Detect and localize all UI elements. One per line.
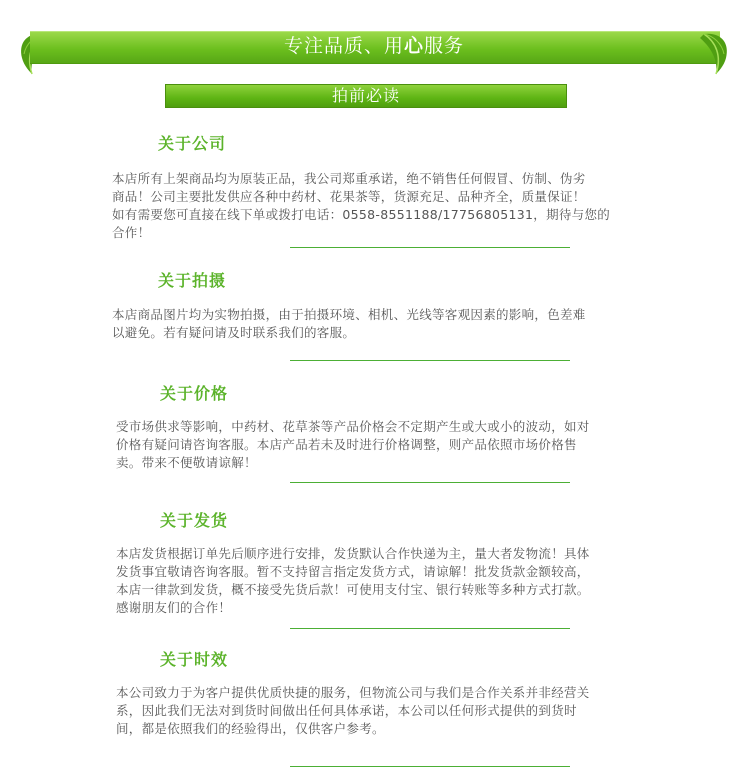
section-divider bbox=[290, 360, 570, 361]
text-line: 合作！ bbox=[112, 225, 151, 240]
section-divider bbox=[290, 628, 570, 629]
section-heading-timeliness: 关于时效 bbox=[160, 650, 229, 669]
section-divider bbox=[290, 247, 570, 248]
text-line: 本店一律款到发货，概不接受先货后款！可使用支付宝、银行转账等多种方式打款。 bbox=[116, 582, 590, 597]
section-body-photography bbox=[112, 306, 586, 342]
section-body-shipping bbox=[116, 545, 590, 617]
text-line: 间，都是依照我们的经验得出，仅供客户参考。 bbox=[116, 721, 385, 736]
section-heading-photography: 关于拍摄 bbox=[158, 271, 227, 290]
text-line: 受市场供求等影响，中药材、花草茶等产品价格会不定期产生或大或小的波动，如对 bbox=[116, 419, 590, 434]
text-line: 如有需要您可直接在线下单或拨打电话：0558-8551188/17756805131，期待与您的 bbox=[112, 207, 611, 222]
notice-title-bar bbox=[165, 84, 567, 108]
section-divider bbox=[290, 766, 570, 767]
notice-title: 拍前必读 bbox=[331, 86, 400, 105]
text-line: 发货事宜敬请咨询客服。暂不支持留言指定发货方式，请谅解！批发货款金额较高， bbox=[116, 564, 590, 579]
banner-title: 专注品质、用心服务 bbox=[283, 35, 465, 57]
text-line: 卖。带来不便敬请谅解！ bbox=[116, 455, 257, 470]
text-line: 系，因此我们无法对到货时间做出任何具体承诺，本公司以任何形式提供的到货时 bbox=[116, 703, 577, 718]
leaf-right-icon bbox=[694, 28, 734, 76]
text-line: 价格有疑问请咨询客服。本店产品若未及时进行价格调整，则产品依照市场价格售 bbox=[116, 437, 577, 452]
section-divider bbox=[290, 482, 570, 483]
text-line: 本店商品图片均为实物拍摄，由于拍摄环境、相机、光线等客观因素的影响，色差难 bbox=[112, 307, 586, 322]
header-ribbon bbox=[14, 28, 734, 74]
text-line: 本公司致力于为客户提供优质快捷的服务，但物流公司与我们是合作关系并非经营关 bbox=[116, 685, 590, 700]
section-heading-company: 关于公司 bbox=[158, 134, 227, 153]
section-body-price bbox=[116, 418, 590, 472]
section-body-timeliness bbox=[116, 684, 590, 738]
text-line: 感谢朋友们的合作！ bbox=[116, 600, 232, 615]
text-line: 本店所有上架商品均为原装正品，我公司郑重承诺，绝不销售任何假冒、仿制、伪劣 bbox=[112, 171, 586, 186]
section-heading-price: 关于价格 bbox=[160, 384, 229, 403]
text-line: 本店发货根据订单先后顺序进行安排，发货默认合作快递为主，量大者发物流！具体 bbox=[116, 546, 590, 561]
text-line: 以避免。若有疑问请及时联系我们的客服。 bbox=[112, 325, 356, 340]
section-body-company bbox=[112, 170, 610, 242]
text-line: 商品！公司主要批发供应各种中药材、花果茶等，货源充足、品种齐全，质量保证！ bbox=[112, 189, 586, 204]
section-heading-shipping: 关于发货 bbox=[160, 511, 229, 530]
